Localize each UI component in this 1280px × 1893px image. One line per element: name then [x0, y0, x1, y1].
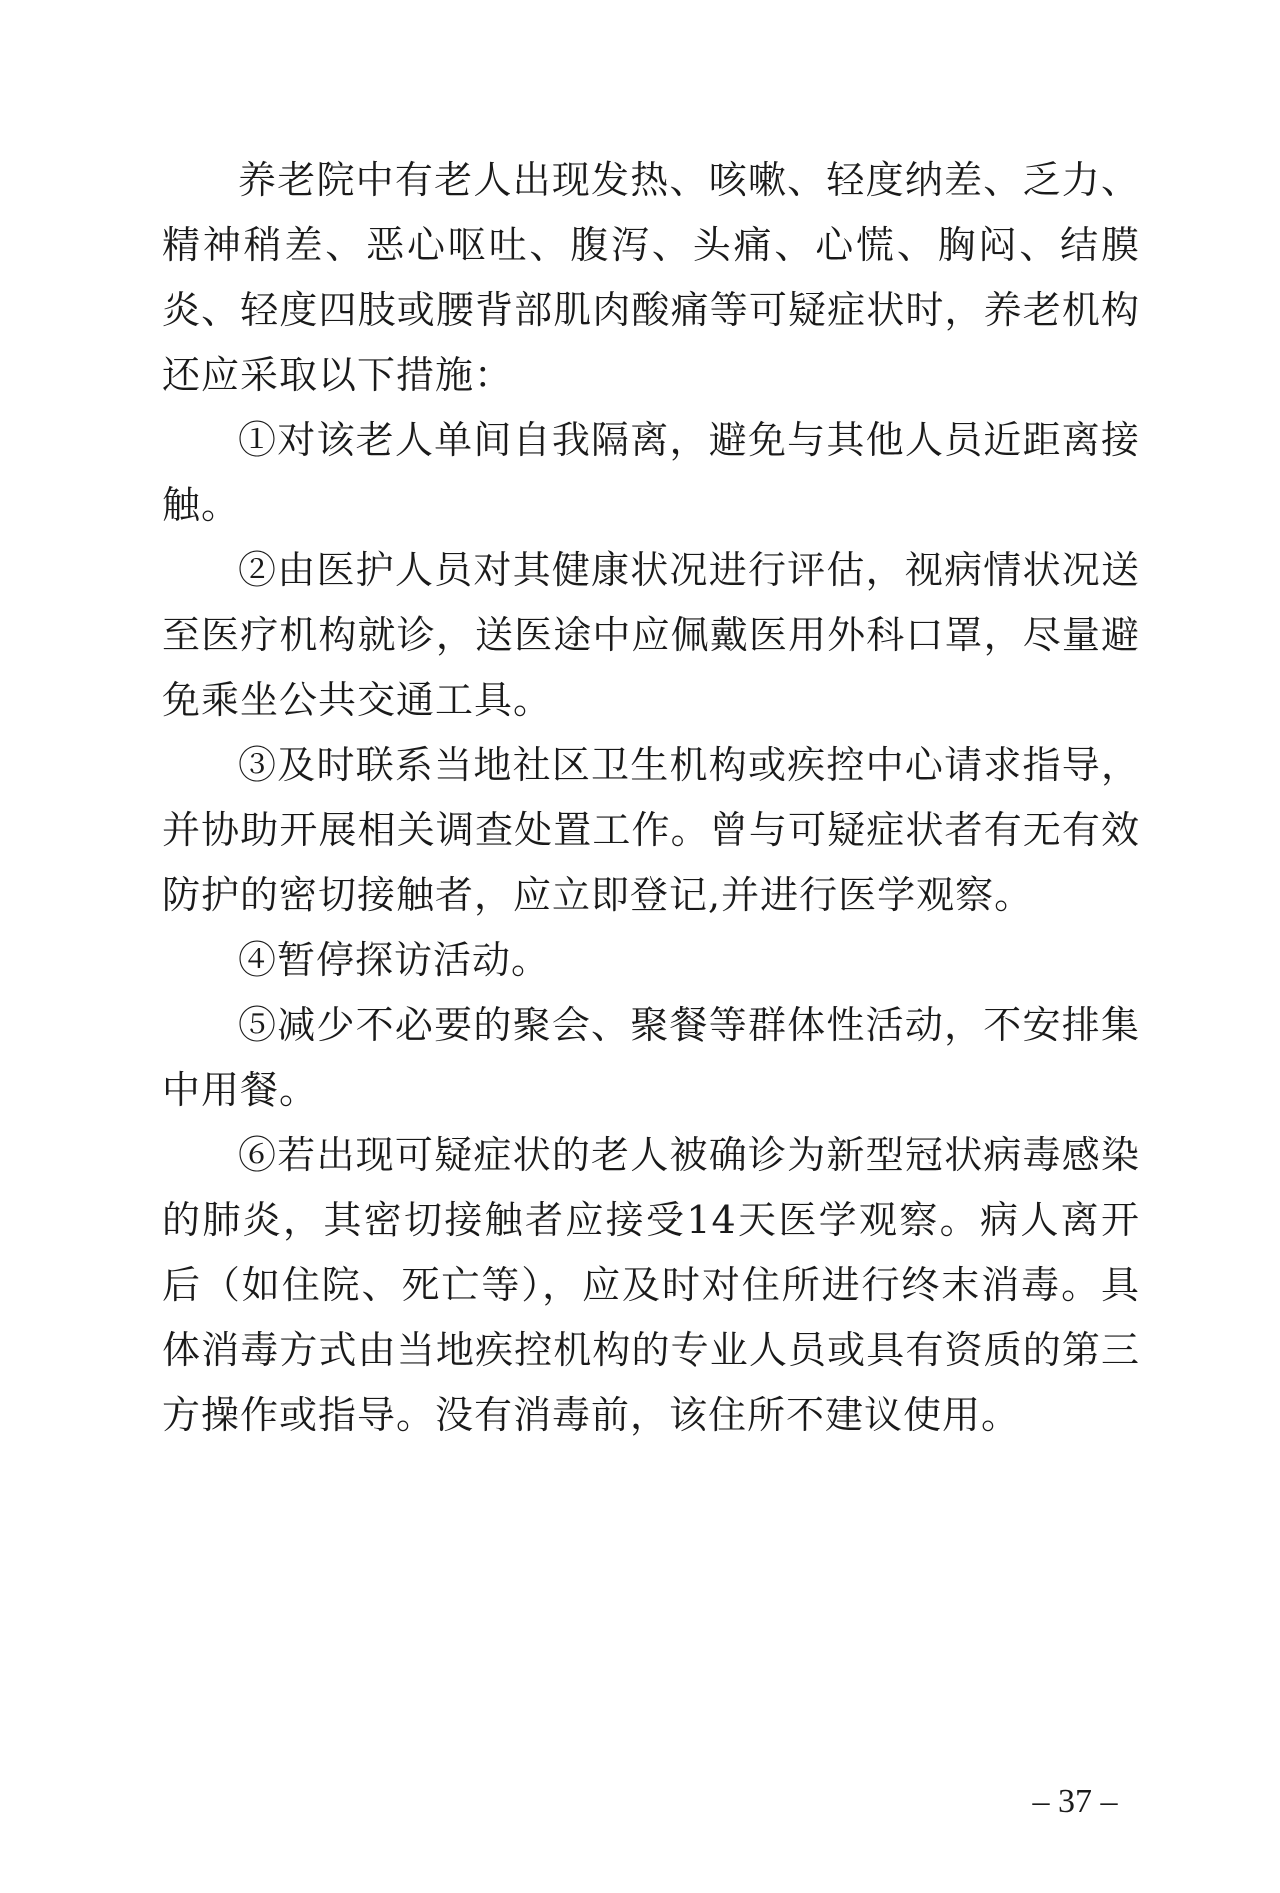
paragraph-measure-1: ①对该老人单间自我隔离，避免与其他人员近距离接触。	[162, 418, 1140, 527]
page-number: – 37 –	[1032, 1783, 1118, 1820]
paragraph-intro: 养老院中有老人出现发热、咳嗽、轻度纳差、乏力、精神稍差、恶心呕吐、腹泻、头痛、心慌、胸闷、结膜炎、轻度四肢或腰背部肌肉酸痛等可疑症状时，养老机构还应采取以下措施：	[162, 158, 1140, 397]
paragraph-measure-6: ⑥若出现可疑症状的老人被确诊为新型冠状病毒感染的肺炎，其密切接触者应接受14天医学观察。病人离开后（如住院、死亡等），应及时对住所进行终末消毒。具体消毒方式由当地疾控机构的专业人员或具有资质的第三方操作或指导。没有消毒前，该住所不建议使用。	[162, 1133, 1140, 1437]
paragraph-measure-3: ③及时联系当地社区卫生机构或疾控中心请求指导，并协助开展相关调查处置工作。曾与可疑症状者有无有效防护的密切接触者，应立即登记,并进行医学观察。	[162, 743, 1140, 917]
paragraph-measure-4: ④暂停探访活动。	[238, 938, 551, 982]
body-text	[162, 148, 1140, 1448]
paragraph-measure-5: ⑤减少不必要的聚会、聚餐等群体性活动，不安排集中用餐。	[162, 1003, 1140, 1112]
paragraph-measure-2: ②由医护人员对其健康状况进行评估，视病情状况送至医疗机构就诊，送医途中应佩戴医用外科口罩，尽量避免乘坐公共交通工具。	[162, 548, 1140, 722]
